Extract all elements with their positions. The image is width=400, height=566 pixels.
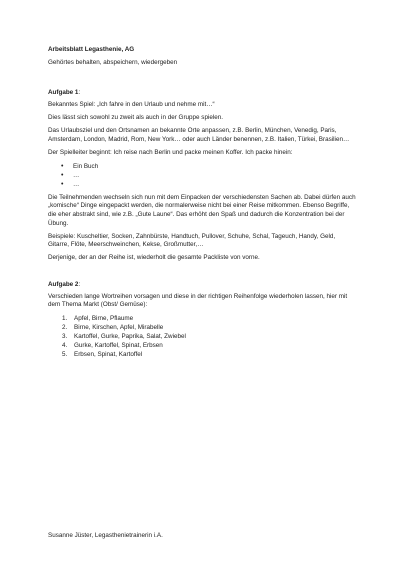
list-text: Apfel, Birne, Pflaume (74, 315, 134, 323)
aufgabe-1-paragraph: Der Spielleiter beginnt: Ich reise nach Berlin und packe meinen Koffer. Ich packe hinein: (48, 148, 293, 156)
list-item (48, 350, 356, 359)
list-number: 1. (62, 315, 68, 323)
aufgabe-1-paragraph: Die Teilnehmenden wechseln sich nun mit dem Einpacken der verschiedensten Sachen ab. Dabei dürfen auch „komische“ Dinge eingepackt werden, die normalerweise nicht bei einer Reise mitkommen. Ebenso Begriffe, die eher abstrakt sind, wie z.B. „Gute Laune“. Das erhöht den Spaß und dadurch die Konzentration bei der Übung. (48, 193, 356, 227)
packing-list (48, 162, 356, 190)
list-item: • Ein Buch (48, 162, 356, 171)
aufgabe-1-paragraph: Bekanntes Spiel: „Ich fahre in den Urlaub und nehme mit…“ (48, 100, 215, 108)
section-spacer (48, 268, 356, 281)
aufgabe-1-heading-colon: : (78, 88, 81, 96)
document-title: Arbeitsblatt Legasthenie, AG (48, 46, 135, 53)
aufgabe-1-paragraph: Beispiele: Kuscheltier, Socken, Zahnbürste, Handtuch, Pullover, Schuhe, Schal, Tageuch, Handy, Geld, Gitarre, Flöte, Meerschweinchen, Kekse, Großmutter,… (48, 232, 336, 249)
aufgabe-1-heading (48, 89, 356, 98)
document-footer: Susanne Jüster, Legasthenietrainerin i.A. (48, 532, 163, 539)
aufgabe-1-paragraph: Derjenige, der an der Reihe ist, wiederholt die gesamte Packliste von vorne. (48, 254, 260, 262)
list-item: • … (48, 171, 356, 180)
aufgabe-1-heading-text: Aufgabe 1 (48, 88, 79, 96)
list-item (48, 314, 356, 323)
list-text: Birne, Kirschen, Apfel, Mirabelle (74, 324, 164, 332)
word-series-list (48, 314, 356, 359)
list-number: 3. (62, 333, 68, 341)
aufgabe-1-paragraph: Das Urlaubsziel und den Ortsnamen an bekannte Orte anpassen, z.B. Berlin, München, Venedig, Paris, Amsterdam, London, Madrid, Rom, New York… oder auch Länder benennen, z.B. Italien, Türkei, Brasilien… (48, 126, 350, 143)
aufgabe-2-heading (48, 281, 356, 290)
list-text: Kartoffel, Gurke, Paprika, Salat, Zwiebel (74, 333, 186, 341)
document-body (48, 46, 356, 363)
document-subtitle: Gehörtes behalten, abspeichern, wiedergeben (48, 59, 178, 67)
list-number: 2. (62, 324, 68, 332)
aufgabe-1-paragraph: Dies lässt sich sowohl zu zweit als auch in der Gruppe spielen. (48, 113, 223, 121)
aufgabe-2-intro: Verschieden lange Wortreihen vorsagen und diese in der richtigen Reihenfolge wiederholen lassen, hier mit dem Thema Markt (Obst/ Gemüse): (48, 292, 348, 309)
list-number: 5. (62, 351, 68, 359)
list-item: • … (48, 180, 356, 189)
list-text: Erbsen, Spinat, Kartoffel (74, 351, 143, 359)
list-item (48, 341, 356, 350)
list-number: 4. (62, 342, 68, 350)
list-item (48, 332, 356, 341)
aufgabe-2-heading-text: Aufgabe 2 (48, 280, 79, 288)
aufgabe-2-heading-colon: : (78, 280, 81, 288)
list-text: Gurke, Kartoffel, Spinat, Erbsen (74, 342, 163, 350)
list-item (48, 323, 356, 332)
